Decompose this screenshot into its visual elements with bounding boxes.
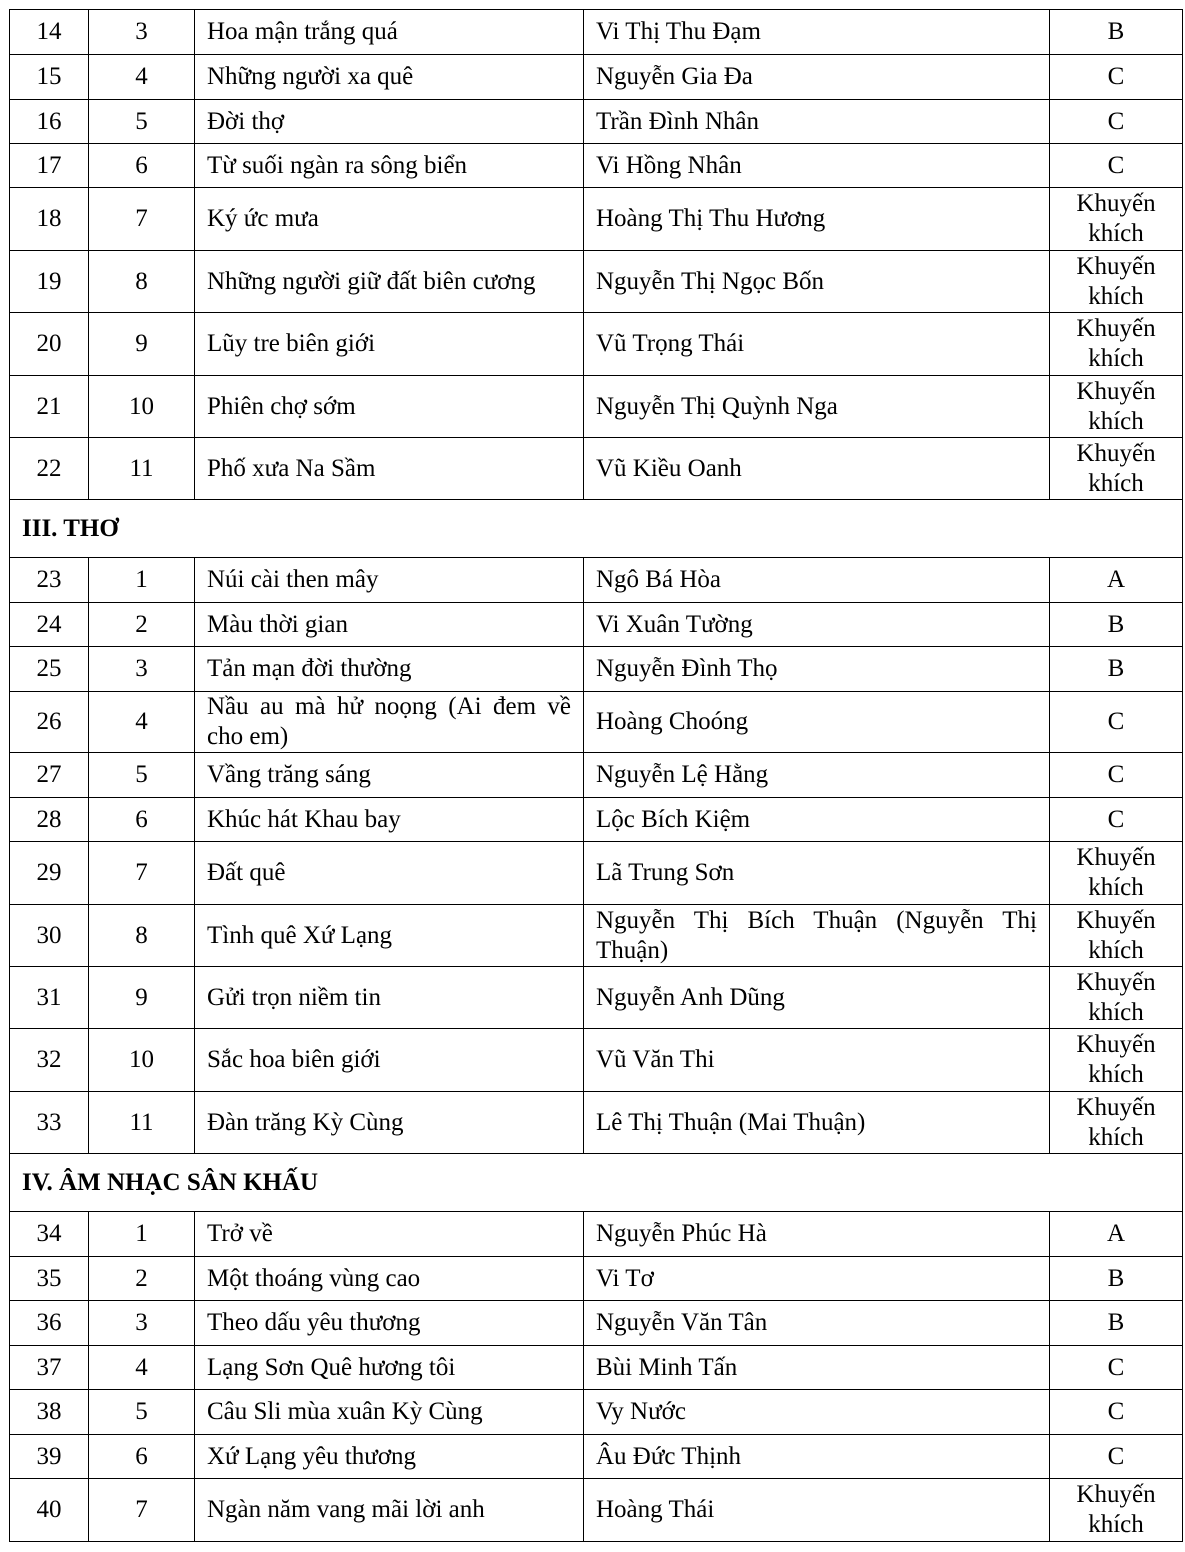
row-stt: 34 bbox=[10, 1212, 89, 1257]
row-stt: 33 bbox=[10, 1092, 89, 1154]
row-stt: 36 bbox=[10, 1301, 89, 1346]
author-name: Âu Đức Thịnh bbox=[584, 1435, 1050, 1479]
table-row bbox=[10, 1257, 1183, 1301]
row-number: 6 bbox=[89, 798, 195, 842]
award-grade: Khuyến khích bbox=[1050, 251, 1183, 313]
award-grade: Khuyến khích bbox=[1050, 438, 1183, 500]
work-title: Theo dấu yêu thương bbox=[195, 1301, 584, 1346]
row-stt: 22 bbox=[10, 438, 89, 500]
row-stt: 21 bbox=[10, 376, 89, 438]
table-row bbox=[10, 603, 1183, 647]
work-title: Gửi trọn niềm tin bbox=[195, 967, 584, 1029]
work-title: Ký ức mưa bbox=[195, 188, 584, 251]
row-number: 7 bbox=[89, 842, 195, 905]
table-row bbox=[10, 558, 1183, 603]
row-number: 4 bbox=[89, 692, 195, 753]
award-grade: C bbox=[1050, 55, 1183, 100]
award-grade: B bbox=[1050, 603, 1183, 647]
table-row bbox=[10, 376, 1183, 438]
author-name: Nguyễn Thị Ngọc Bốn bbox=[584, 251, 1050, 313]
row-stt: 16 bbox=[10, 100, 89, 144]
row-stt: 31 bbox=[10, 967, 89, 1029]
award-grade: Khuyến khích bbox=[1050, 1092, 1183, 1154]
work-title: Trở về bbox=[195, 1212, 584, 1257]
table-row bbox=[10, 1346, 1183, 1390]
table-row bbox=[10, 10, 1183, 55]
award-grade: C bbox=[1050, 1390, 1183, 1435]
row-stt: 25 bbox=[10, 647, 89, 692]
award-grade: C bbox=[1050, 1346, 1183, 1390]
work-title: Lũy tre biên giới bbox=[195, 313, 584, 376]
table-row bbox=[10, 1029, 1183, 1092]
work-title: Đời thợ bbox=[195, 100, 584, 144]
work-title: Xứ Lạng yêu thương bbox=[195, 1435, 584, 1479]
row-number: 6 bbox=[89, 1435, 195, 1479]
row-number: 2 bbox=[89, 603, 195, 647]
work-title: Tản mạn đời thường bbox=[195, 647, 584, 692]
award-grade: B bbox=[1050, 1301, 1183, 1346]
row-number: 5 bbox=[89, 753, 195, 798]
row-number: 8 bbox=[89, 905, 195, 967]
award-grade: Khuyến khích bbox=[1050, 188, 1183, 251]
row-number: 3 bbox=[89, 647, 195, 692]
work-title: Phố xưa Na Sầm bbox=[195, 438, 584, 500]
author-name: Bùi Minh Tấn bbox=[584, 1346, 1050, 1390]
row-number: 2 bbox=[89, 1257, 195, 1301]
row-stt: 40 bbox=[10, 1479, 89, 1542]
author-name: Nguyễn Đình Thọ bbox=[584, 647, 1050, 692]
work-title: Ngàn năm vang mãi lời anh bbox=[195, 1479, 584, 1542]
table-row bbox=[10, 753, 1183, 798]
table-row bbox=[10, 1092, 1183, 1154]
table-row bbox=[10, 188, 1183, 251]
row-number: 9 bbox=[89, 967, 195, 1029]
row-stt: 28 bbox=[10, 798, 89, 842]
award-grade: Khuyến khích bbox=[1050, 842, 1183, 905]
work-title: Sắc hoa biên giới bbox=[195, 1029, 584, 1092]
row-number: 7 bbox=[89, 188, 195, 251]
work-title: Núi cài then mây bbox=[195, 558, 584, 603]
work-title: Hoa mận trắng quá bbox=[195, 10, 584, 55]
author-name: Vi Tơ bbox=[584, 1257, 1050, 1301]
table-row bbox=[10, 798, 1183, 842]
row-stt: 26 bbox=[10, 692, 89, 753]
award-grade: Khuyến khích bbox=[1050, 1479, 1183, 1542]
row-number: 8 bbox=[89, 251, 195, 313]
row-number: 9 bbox=[89, 313, 195, 376]
author-name: Vũ Trọng Thái bbox=[584, 313, 1050, 376]
row-number: 4 bbox=[89, 55, 195, 100]
award-grade: Khuyến khích bbox=[1050, 313, 1183, 376]
author-name: Vũ Văn Thi bbox=[584, 1029, 1050, 1092]
award-grade: Khuyến khích bbox=[1050, 376, 1183, 438]
author-name: Nguyễn Văn Tân bbox=[584, 1301, 1050, 1346]
row-stt: 15 bbox=[10, 55, 89, 100]
row-number: 5 bbox=[89, 100, 195, 144]
work-title: Một thoáng vùng cao bbox=[195, 1257, 584, 1301]
table-row bbox=[10, 692, 1183, 753]
award-grade: Khuyến khích bbox=[1050, 1029, 1183, 1092]
row-number: 5 bbox=[89, 1390, 195, 1435]
section-header-row bbox=[10, 1154, 1183, 1212]
row-stt: 35 bbox=[10, 1257, 89, 1301]
author-name: Ngô Bá Hòa bbox=[584, 558, 1050, 603]
row-stt: 38 bbox=[10, 1390, 89, 1435]
row-stt: 37 bbox=[10, 1346, 89, 1390]
table-row bbox=[10, 1390, 1183, 1435]
section-title: IV. ÂM NHẠC SÂN KHẤU bbox=[10, 1154, 1183, 1212]
author-name: Vi Thị Thu Đạm bbox=[584, 10, 1050, 55]
row-stt: 24 bbox=[10, 603, 89, 647]
table-row bbox=[10, 1435, 1183, 1479]
author-name: Lê Thị Thuận (Mai Thuận) bbox=[584, 1092, 1050, 1154]
work-title: Tình quê Xứ Lạng bbox=[195, 905, 584, 967]
award-grade: Khuyến khích bbox=[1050, 967, 1183, 1029]
work-title: Phiên chợ sớm bbox=[195, 376, 584, 438]
row-stt: 17 bbox=[10, 144, 89, 188]
table-row bbox=[10, 842, 1183, 905]
row-number: 6 bbox=[89, 144, 195, 188]
table-row bbox=[10, 144, 1183, 188]
award-grade: A bbox=[1050, 558, 1183, 603]
author-name: Nguyễn Thị Bích Thuận (Nguyễn Thị Thuận) bbox=[584, 905, 1050, 967]
author-name: Hoàng Thái bbox=[584, 1479, 1050, 1542]
row-number: 3 bbox=[89, 1301, 195, 1346]
table-row bbox=[10, 251, 1183, 313]
award-grade: B bbox=[1050, 1257, 1183, 1301]
work-title: Câu Sli mùa xuân Kỳ Cùng bbox=[195, 1390, 584, 1435]
work-title: Từ suối ngàn ra sông biển bbox=[195, 144, 584, 188]
row-number: 4 bbox=[89, 1346, 195, 1390]
author-name: Nguyễn Thị Quỳnh Nga bbox=[584, 376, 1050, 438]
author-name: Vũ Kiều Oanh bbox=[584, 438, 1050, 500]
work-title: Nầu au mà hử noọng (Ai đem về cho em) bbox=[195, 692, 584, 753]
row-number: 3 bbox=[89, 10, 195, 55]
award-grade: C bbox=[1050, 1435, 1183, 1479]
row-number: 1 bbox=[89, 558, 195, 603]
award-grade: B bbox=[1050, 10, 1183, 55]
row-number: 7 bbox=[89, 1479, 195, 1542]
award-grade: C bbox=[1050, 100, 1183, 144]
row-number: 10 bbox=[89, 1029, 195, 1092]
row-stt: 39 bbox=[10, 1435, 89, 1479]
row-stt: 27 bbox=[10, 753, 89, 798]
row-number: 11 bbox=[89, 438, 195, 500]
table-row bbox=[10, 1212, 1183, 1257]
author-name: Trần Đình Nhân bbox=[584, 100, 1050, 144]
award-grade: Khuyến khích bbox=[1050, 905, 1183, 967]
table-row bbox=[10, 100, 1183, 144]
work-title: Đất quê bbox=[195, 842, 584, 905]
table-row bbox=[10, 55, 1183, 100]
work-title: Khúc hát Khau bay bbox=[195, 798, 584, 842]
author-name: Hoàng Thị Thu Hương bbox=[584, 188, 1050, 251]
row-number: 11 bbox=[89, 1092, 195, 1154]
section-header-row bbox=[10, 500, 1183, 558]
awards-table bbox=[9, 9, 1183, 1542]
table-row bbox=[10, 905, 1183, 967]
row-stt: 30 bbox=[10, 905, 89, 967]
author-name: Nguyễn Gia Đa bbox=[584, 55, 1050, 100]
awards-table-body bbox=[10, 10, 1183, 1542]
author-name: Nguyễn Lệ Hằng bbox=[584, 753, 1050, 798]
work-title: Những người giữ đất biên cương bbox=[195, 251, 584, 313]
section-title: III. THƠ bbox=[10, 500, 1183, 558]
author-name: Hoàng Choóng bbox=[584, 692, 1050, 753]
award-grade: A bbox=[1050, 1212, 1183, 1257]
award-grade: C bbox=[1050, 753, 1183, 798]
row-number: 1 bbox=[89, 1212, 195, 1257]
row-stt: 14 bbox=[10, 10, 89, 55]
row-stt: 29 bbox=[10, 842, 89, 905]
work-title: Màu thời gian bbox=[195, 603, 584, 647]
award-grade: C bbox=[1050, 798, 1183, 842]
work-title: Vầng trăng sáng bbox=[195, 753, 584, 798]
work-title: Lạng Sơn Quê hương tôi bbox=[195, 1346, 584, 1390]
author-name: Lã Trung Sơn bbox=[584, 842, 1050, 905]
row-stt: 18 bbox=[10, 188, 89, 251]
table-row bbox=[10, 647, 1183, 692]
award-grade: B bbox=[1050, 647, 1183, 692]
row-stt: 19 bbox=[10, 251, 89, 313]
author-name: Lộc Bích Kiệm bbox=[584, 798, 1050, 842]
award-grade: C bbox=[1050, 144, 1183, 188]
author-name: Vi Xuân Tường bbox=[584, 603, 1050, 647]
row-stt: 32 bbox=[10, 1029, 89, 1092]
table-row bbox=[10, 438, 1183, 500]
author-name: Nguyễn Phúc Hà bbox=[584, 1212, 1050, 1257]
author-name: Vy Nước bbox=[584, 1390, 1050, 1435]
row-stt: 20 bbox=[10, 313, 89, 376]
row-number: 10 bbox=[89, 376, 195, 438]
table-row bbox=[10, 1479, 1183, 1542]
award-grade: C bbox=[1050, 692, 1183, 753]
row-stt: 23 bbox=[10, 558, 89, 603]
work-title: Đàn trăng Kỳ Cùng bbox=[195, 1092, 584, 1154]
table-row bbox=[10, 967, 1183, 1029]
table-row bbox=[10, 313, 1183, 376]
author-name: Nguyễn Anh Dũng bbox=[584, 967, 1050, 1029]
work-title: Những người xa quê bbox=[195, 55, 584, 100]
table-row bbox=[10, 1301, 1183, 1346]
author-name: Vi Hồng Nhân bbox=[584, 144, 1050, 188]
